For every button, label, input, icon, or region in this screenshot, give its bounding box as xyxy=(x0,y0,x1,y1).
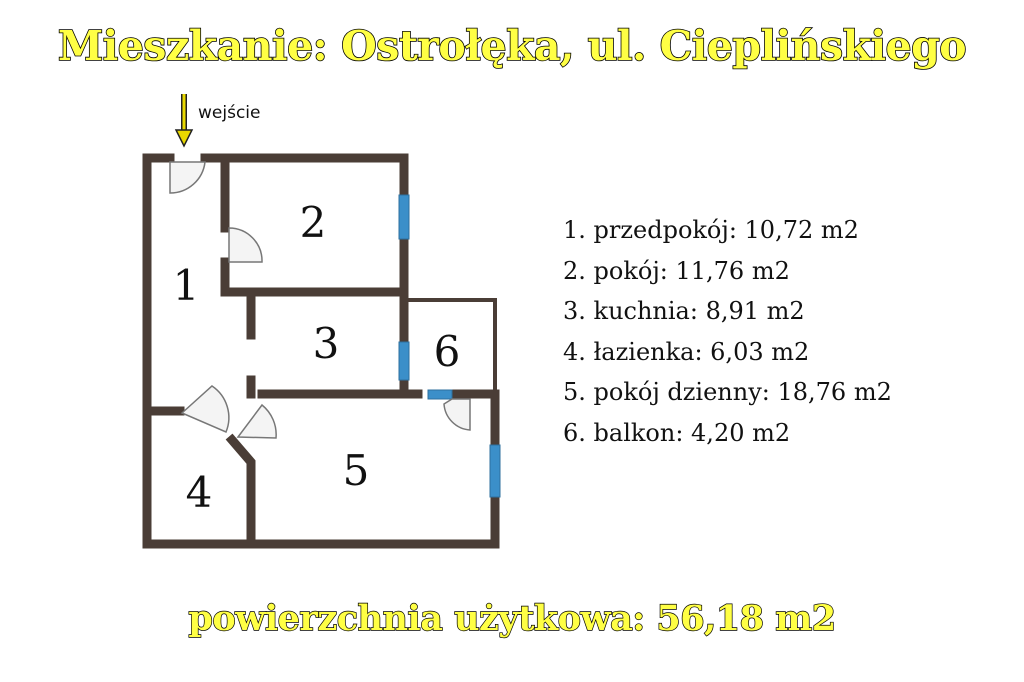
window-room-2 xyxy=(399,195,409,239)
entrance-label: wejście xyxy=(198,103,261,123)
room-number-1: 1 xyxy=(172,261,200,310)
page-title: Mieszkanie: Ostrołęka, ul. Cieplińskiego xyxy=(57,22,967,70)
bathroom-door-icon xyxy=(182,386,229,432)
window-room-5 xyxy=(490,445,500,497)
entrance-door-icon xyxy=(170,162,205,193)
room-number-2: 2 xyxy=(299,198,327,247)
room-2-door-icon xyxy=(229,228,262,262)
legend-item-6: 6. balkon: 4,20 m2 xyxy=(563,418,791,447)
total-area: powierzchnia użytkowa: 56,18 m2 xyxy=(188,598,836,639)
room-number-4: 4 xyxy=(185,468,213,517)
entrance-arrow-icon xyxy=(176,94,192,146)
balcony-door-icon xyxy=(444,399,470,430)
window-balcony-door xyxy=(428,390,452,399)
room-number-5: 5 xyxy=(342,446,370,495)
legend-item-2: 2. pokój: 11,76 m2 xyxy=(563,256,790,285)
window-room-3 xyxy=(399,342,409,380)
room-legend xyxy=(563,210,892,453)
legend-item-3: 3. kuchnia: 8,91 m2 xyxy=(563,297,805,325)
room-number-3: 3 xyxy=(312,319,340,368)
legend-item-5: 5. pokój dzienny: 18,76 m2 xyxy=(563,378,892,406)
living-room-door-icon xyxy=(238,405,276,438)
legend-item-4: 4. łazienka: 6,03 m2 xyxy=(563,337,810,366)
room-number-6: 6 xyxy=(433,327,461,376)
legend-item-1: 1. przedpokój: 10,72 m2 xyxy=(563,216,859,244)
